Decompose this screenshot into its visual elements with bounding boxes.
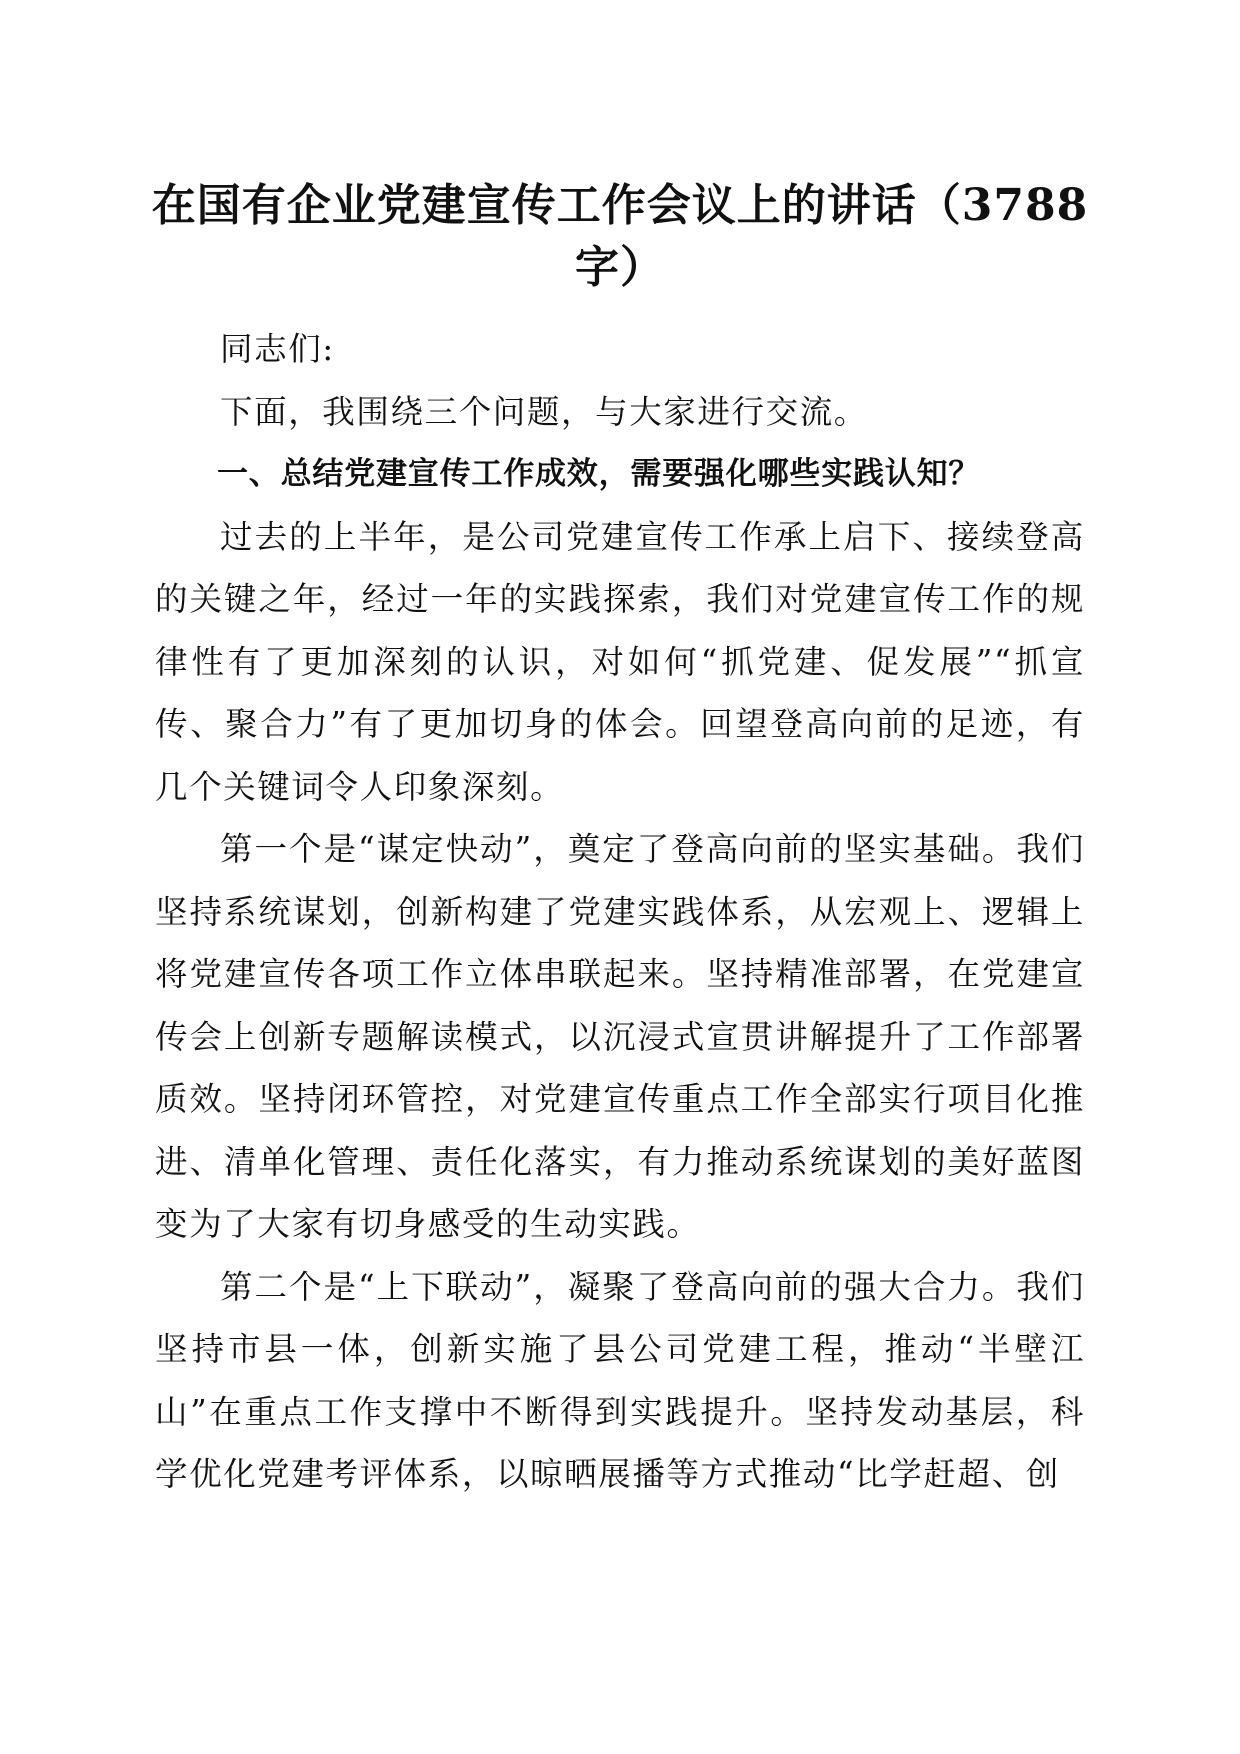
body-paragraph: 第二个是“上下联动”，凝聚了登高向前的强大合力。我们坚持市县一体，创新实施了县公司党建工程，推动“半壁江山”在重点工作支撑中不断得到实践提升。坚持发动基层，科学优化党建考评体系，以晾晒展播等方式推动“比学赶超、创: [155, 1267, 1085, 1493]
document-title: 在国有企业党建宣传工作会议上的讲话（3788字）: [151, 180, 1089, 293]
intro-paragraph: 下面，我围绕三个问题，与大家进行交流。: [220, 392, 868, 431]
body-paragraph: 过去的上半年，是公司党建宣传工作承上启下、接续登高的关键之年，经过一年的实践探索，我们对党建宣传工作的规律性有了更加深刻的认识，对如何“抓党建、促发展”“抓宣传、聚合力”有了更加切身的体会。回望登高向前的足迹，有几个关键词令人印象深刻。: [155, 517, 1085, 806]
section-heading: 一、总结党建宣传工作成效，需要强化哪些实践认知？: [217, 456, 981, 492]
greeting: 同志们:: [220, 330, 335, 368]
document-body: [155, 318, 1085, 1506]
body-paragraph: 第一个是“谋定快动”，奠定了登高向前的坚实基础。我们坚持系统谋划，创新构建了党建实践体系，从宏观上、逻辑上将党建宣传各项工作立体串联起来。坚持精准部署，在党建宣传会上创新专题解读模式，以沉浸式宣贯讲解提升了工作部署质效。坚持闭环管控，对党建宣传重点工作全部实行项目化推进、清单化管理、责任化落实，有力推动系统谋划的美好蓝图变为了大家有切身感受的生动实践。: [155, 830, 1085, 1243]
